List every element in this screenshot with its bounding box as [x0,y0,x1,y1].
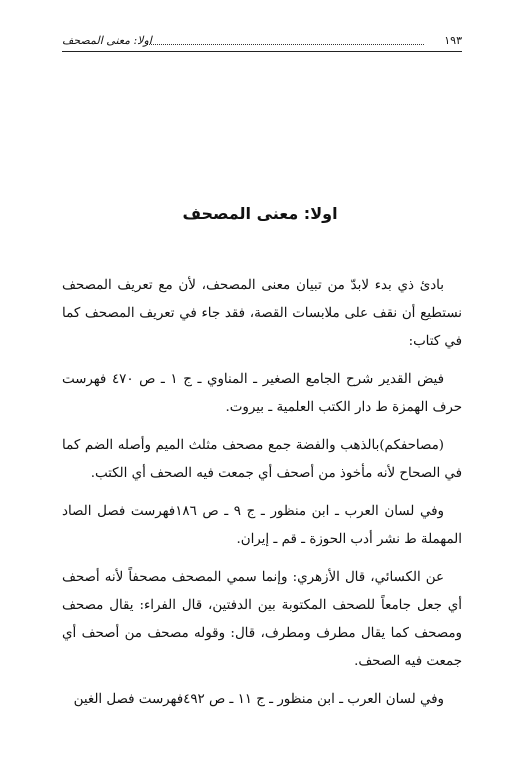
body-text [62,272,462,724]
paragraph-citation-2: وفي لسان العرب ـ ابن منظور ـ ج ٩ ـ ص ١٨٦فهرست فصل الصاد المهملة ط نشر أدب الحوزة ـ قم ـ إيران. [62,504,462,547]
paragraph-intro: بادئ ذي بدء لابدّ من تبيان معنى المصحف، لأن مع تعريف المصحف نستطيع أن نقف على ملابسات القصة، فقد جاء في تعريف المصحف كما في كتاب: [62,278,462,349]
page-number: ١٩٣ [444,34,462,47]
running-header [62,34,462,52]
section-title: اولا: معنى المصحف [182,204,338,223]
paragraph-definition-1: (مصاحفكم)بالذهب والفضة جمع مصحف مثلث الميم وأصله الضم كما في الصحاح لأنه مأخوذ من أصحف أي جمعت فيه الصحف أي الكتب. [62,438,462,481]
running-head: اولا: معنى المصحف [62,34,152,47]
header-dot-leader [147,44,424,45]
header-rule [62,51,462,52]
paragraph-citation-1: فيض القدير شرح الجامع الصغير ـ المناوي ـ ج ١ ـ ص ٤٧٠ فهرست حرف الهمزة ط دار الكتب العلمية ـ بيروت. [62,372,462,415]
paragraph-citation-3: وفي لسان العرب ـ ابن منظور ـ ج ١١ ـ ص ٤٩٢فهرست فصل الغين [73,692,444,707]
paragraph-definition-2: عن الكسائي، قال الأزهري: وإنما سمي المصحف مصحفاً لأنه أصحف أي جعل جامعاً للصحف المكتوبة بين الدفتين، قال الفراء: يقال مصحف ومصحف كما يقال مطرف ومطرف، قال: وقوله مصحف من أصحف أي جمعت فيه الصحف. [62,570,462,669]
